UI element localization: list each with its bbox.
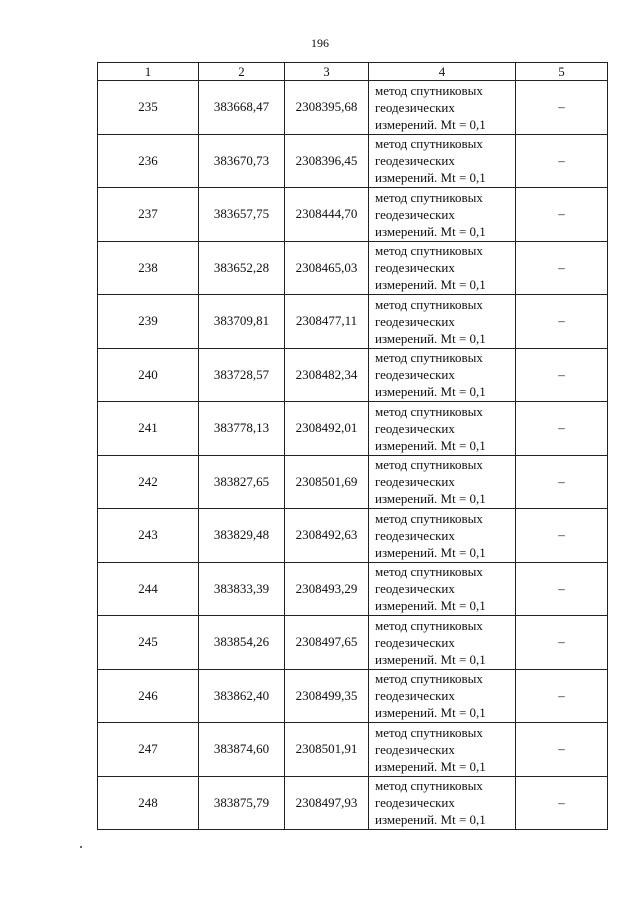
table-row (98, 509, 608, 563)
method-line: измерений. Mt = 0,1 (375, 812, 486, 828)
point-number-cell: 243 (98, 509, 199, 563)
method-line: геодезических (375, 367, 455, 383)
y-coordinate-cell: 2308477,11 (285, 295, 369, 349)
y-coordinate-cell: 2308396,45 (285, 134, 369, 188)
y-coordinate-cell: 2308395,68 (285, 81, 369, 135)
method-cell (369, 295, 516, 349)
table-row (98, 669, 608, 723)
method-cell (369, 455, 516, 509)
method-cell (369, 776, 516, 830)
x-coordinate-cell: 383874,60 (199, 723, 285, 777)
scan-dot-mark (80, 846, 82, 848)
method-line: измерений. Mt = 0,1 (375, 491, 486, 507)
method-line: метод спутниковых (375, 189, 483, 205)
method-line: геодезических (375, 741, 455, 757)
method-line: геодезических (375, 634, 455, 650)
point-number-cell: 244 (98, 562, 199, 616)
note-cell: – (516, 616, 608, 670)
point-number-cell: 238 (98, 241, 199, 295)
method-line: измерений. Mt = 0,1 (375, 705, 486, 721)
note-cell: – (516, 723, 608, 777)
method-cell (369, 134, 516, 188)
method-line: метод спутниковых (375, 243, 483, 259)
y-coordinate-cell: 2308492,63 (285, 509, 369, 563)
table-row (98, 134, 608, 188)
note-cell: – (516, 776, 608, 830)
table-row (98, 776, 608, 830)
method-line: метод спутниковых (375, 671, 483, 687)
table-body (98, 81, 608, 830)
method-cell (369, 669, 516, 723)
table-row (98, 402, 608, 456)
method-line: измерений. Mt = 0,1 (375, 651, 486, 667)
point-number-cell: 236 (98, 134, 199, 188)
point-number-cell: 235 (98, 81, 199, 135)
x-coordinate-cell: 383854,26 (199, 616, 285, 670)
method-line: геодезических (375, 260, 455, 276)
x-coordinate-cell: 383668,47 (199, 81, 285, 135)
method-line: измерений. Mt = 0,1 (375, 170, 486, 186)
y-coordinate-cell: 2308465,03 (285, 241, 369, 295)
method-line: метод спутниковых (375, 617, 483, 633)
method-line: метод спутниковых (375, 457, 483, 473)
method-line: метод спутниковых (375, 82, 483, 98)
point-number-cell: 246 (98, 669, 199, 723)
table-row (98, 241, 608, 295)
method-line: геодезических (375, 688, 455, 704)
header-col-5: 5 (516, 63, 608, 81)
method-line: метод спутниковых (375, 778, 483, 794)
y-coordinate-cell: 2308501,91 (285, 723, 369, 777)
point-number-cell: 245 (98, 616, 199, 670)
header-row (98, 63, 608, 81)
y-coordinate-cell: 2308499,35 (285, 669, 369, 723)
note-cell: – (516, 134, 608, 188)
table-row (98, 616, 608, 670)
x-coordinate-cell: 383829,48 (199, 509, 285, 563)
method-line: метод спутниковых (375, 724, 483, 740)
note-cell: – (516, 348, 608, 402)
method-line: метод спутниковых (375, 350, 483, 366)
header-col-2: 2 (199, 63, 285, 81)
method-line: геодезических (375, 581, 455, 597)
y-coordinate-cell: 2308497,93 (285, 776, 369, 830)
method-cell (369, 81, 516, 135)
method-line: измерений. Mt = 0,1 (375, 330, 486, 346)
method-cell (369, 348, 516, 402)
method-line: измерений. Mt = 0,1 (375, 223, 486, 239)
method-cell (369, 241, 516, 295)
note-cell: – (516, 295, 608, 349)
method-line: метод спутниковых (375, 136, 483, 152)
point-number-cell: 240 (98, 348, 199, 402)
note-cell: – (516, 455, 608, 509)
y-coordinate-cell: 2308492,01 (285, 402, 369, 456)
y-coordinate-cell: 2308444,70 (285, 188, 369, 242)
method-cell (369, 723, 516, 777)
method-line: метод спутниковых (375, 564, 483, 580)
note-cell: – (516, 669, 608, 723)
method-cell (369, 402, 516, 456)
table-row (98, 455, 608, 509)
x-coordinate-cell: 383827,65 (199, 455, 285, 509)
point-number-cell: 248 (98, 776, 199, 830)
method-line: геодезических (375, 206, 455, 222)
x-coordinate-cell: 383833,39 (199, 562, 285, 616)
point-number-cell: 239 (98, 295, 199, 349)
table-header (98, 63, 608, 81)
point-number-cell: 242 (98, 455, 199, 509)
method-line: геодезических (375, 527, 455, 543)
point-number-cell: 237 (98, 188, 199, 242)
note-cell: – (516, 509, 608, 563)
method-line: метод спутниковых (375, 296, 483, 312)
y-coordinate-cell: 2308482,34 (285, 348, 369, 402)
page-number: 196 (311, 36, 329, 50)
table-row (98, 562, 608, 616)
method-line: измерений. Mt = 0,1 (375, 598, 486, 614)
x-coordinate-cell: 383657,75 (199, 188, 285, 242)
x-coordinate-cell: 383875,79 (199, 776, 285, 830)
method-line: геодезических (375, 99, 455, 115)
x-coordinate-cell: 383862,40 (199, 669, 285, 723)
table-row (98, 81, 608, 135)
x-coordinate-cell: 383728,57 (199, 348, 285, 402)
header-col-3: 3 (285, 63, 369, 81)
point-number-cell: 241 (98, 402, 199, 456)
method-cell (369, 188, 516, 242)
note-cell: – (516, 188, 608, 242)
table-row (98, 188, 608, 242)
x-coordinate-cell: 383778,13 (199, 402, 285, 456)
point-number-cell: 247 (98, 723, 199, 777)
method-line: измерений. Mt = 0,1 (375, 437, 486, 453)
method-line: геодезических (375, 474, 455, 490)
method-line: геодезических (375, 420, 455, 436)
x-coordinate-cell: 383709,81 (199, 295, 285, 349)
method-line: измерений. Mt = 0,1 (375, 544, 486, 560)
y-coordinate-cell: 2308501,69 (285, 455, 369, 509)
method-line: измерений. Mt = 0,1 (375, 116, 486, 132)
note-cell: – (516, 81, 608, 135)
method-line: измерений. Mt = 0,1 (375, 758, 486, 774)
table-row (98, 723, 608, 777)
method-line: геодезических (375, 795, 455, 811)
method-cell (369, 562, 516, 616)
table-row (98, 295, 608, 349)
header-col-1: 1 (98, 63, 199, 81)
method-cell (369, 509, 516, 563)
note-cell: – (516, 241, 608, 295)
y-coordinate-cell: 2308493,29 (285, 562, 369, 616)
method-line: измерений. Mt = 0,1 (375, 384, 486, 400)
note-cell: – (516, 562, 608, 616)
method-line: геодезических (375, 313, 455, 329)
header-col-4: 4 (369, 63, 516, 81)
coordinates-table (97, 62, 608, 830)
note-cell: – (516, 402, 608, 456)
method-line: геодезических (375, 153, 455, 169)
y-coordinate-cell: 2308497,65 (285, 616, 369, 670)
method-line: измерений. Mt = 0,1 (375, 277, 486, 293)
table-row (98, 348, 608, 402)
x-coordinate-cell: 383652,28 (199, 241, 285, 295)
method-cell (369, 616, 516, 670)
x-coordinate-cell: 383670,73 (199, 134, 285, 188)
method-line: метод спутниковых (375, 403, 483, 419)
method-line: метод спутниковых (375, 510, 483, 526)
